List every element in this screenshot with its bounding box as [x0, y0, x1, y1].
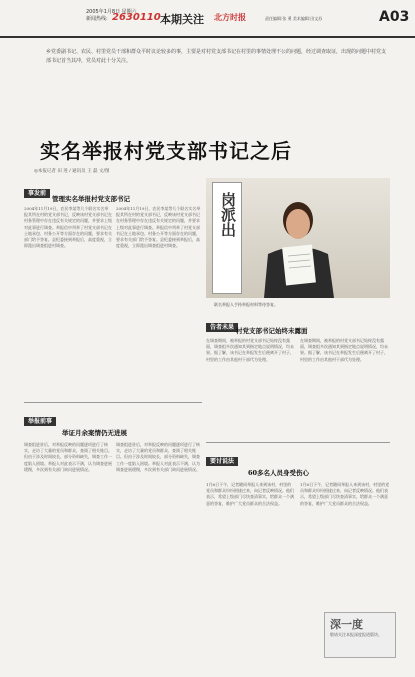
divider-right: [206, 442, 390, 443]
article4-subhead: 60多名人员身受伤心: [248, 469, 310, 477]
article1-subhead: 管理实名举报村党支部书记: [52, 195, 130, 203]
byline: ◎本报记者 田 进 / 通讯员 王 磊 文/图: [34, 169, 110, 174]
promo-title: 深一度: [330, 618, 363, 631]
article2-tag: 举报前事: [24, 417, 56, 426]
article4-col2: 1月6日下午，记者随同举报人来到该村，村里的党员和群众纷纷围拢过来，向记者反映情况。他们表示，希望上级部门尽快查清事实，给群众一个满意的答复，维护广大党员群众的合法权益。: [300, 482, 390, 506]
news-photo: [206, 178, 390, 298]
intro-paragraph: 乡党委副书记、农民、村里党员干部和群众平时议论较多的事，主要是对村党支部书记在村里的事情处理不公的问题，经过调查取证，出现的问题中村党支部书记首当其冲，党员对此十分关注。: [46, 49, 387, 64]
article3-col1: 在调查期间，被举报的村党支部书记始终没有露面，调查组多次通知其到指定地点说明情况，均未果。据了解，该书记在举报发生后便离开了村子，村里的工作由其他村干部代为处理。: [206, 338, 294, 362]
article1-col2: 2004年11月19日，农民李某等几个联名实名举报其所在村的党支部书记，反映该村党支部书记在村务管理中存在违反有关规定的问题，并要求上级对此事进行调查。举报信中列举了村党支部书记在土地承包、村务公开等方面存在的问题，要求有关部门给予答复。县纪委接到举报后，高度重视，立即派出调查组进村调查。: [116, 206, 201, 249]
page-number: A03: [379, 9, 410, 25]
article2-tag-wrap: [24, 408, 56, 427]
article3-subhead: 村党支部书记始终未露面: [236, 327, 308, 335]
hotline-label: 新闻热线:: [86, 16, 108, 22]
issue-date: 2005年1月8日 星期六: [86, 9, 137, 15]
article4-tag: 要讨说法: [206, 457, 238, 466]
person-figure: [258, 194, 338, 298]
editor-credits: 责任编辑:张 勇 美术编辑:田文苏: [265, 16, 323, 21]
article4-col1: 1月6日下午，记者随同举报人来到该村，村里的党员和群众纷纷围拢过来，向记者反映情况。他们表示，希望上级部门尽快查清事实，给群众一个满意的答复，维护广大党员群众的合法权益。: [206, 482, 294, 506]
paper-name: 北方时报: [214, 12, 246, 22]
hotline-number: 2630110: [112, 12, 161, 23]
article2-col1: 调查组进驻后，对举报反映的问题逐项进行了核实，走访了大量的党员和群众，查阅了相关账目。但由于涉及时间较长，部分资料缺失，调查工作一度陷入困境。举报人对此表示不满，认为调查进展缓慢，多次到有关部门询问进展情况。: [24, 442, 112, 472]
article3-col2: 在调查期间，被举报的村党支部书记始终没有露面，调查组多次通知其到指定地点说明情况，均未果。据了解，该书记在举报发生后便离开了村子，村里的工作由其他村干部代为处理。: [300, 338, 388, 362]
sign-text: 岗派出: [219, 192, 237, 237]
article1-col1: 2004年11月19日，农民李某等几个联名实名举报其所在村的党支部书记，反映该村党支部书记在村务管理中存在违反有关规定的问题，并要求上级对此事进行调查。举报信中列举了村党支部书记在土地承包、村务公开等方面存在的问题，要求有关部门给予答复。县纪委接到举报后，高度重视，立即派出调查组进村调查。: [24, 206, 112, 249]
article1-tag: 事发前: [24, 189, 50, 198]
promo-text: 敬请关注本报深度报道版块。: [330, 632, 382, 637]
masthead: [0, 0, 415, 38]
article4-tag-wrap: [206, 448, 238, 467]
article1-tag-wrap: [24, 180, 50, 199]
section-title: 本期关注: [160, 13, 204, 26]
page-headline: 实名举报村党支部书记之后: [40, 139, 292, 163]
article2-col2: 调查组进驻后，对举报反映的问题逐项进行了核实，走访了大量的党员和群众，查阅了相关账目。但由于涉及时间较长，部分资料缺失，调查工作一度陷入困境。举报人对此表示不满，认为调查进展缓慢，多次到有关部门询问进展情况。: [116, 442, 200, 472]
article3-tag-wrap: [206, 314, 238, 333]
divider-left: [24, 402, 202, 403]
article3-tag: 告者未果: [206, 323, 238, 332]
article2-subhead: 举证月余案情仍无进展: [62, 429, 127, 437]
photo-caption: 联名举报人手持举报材料等待答复。: [214, 302, 278, 307]
